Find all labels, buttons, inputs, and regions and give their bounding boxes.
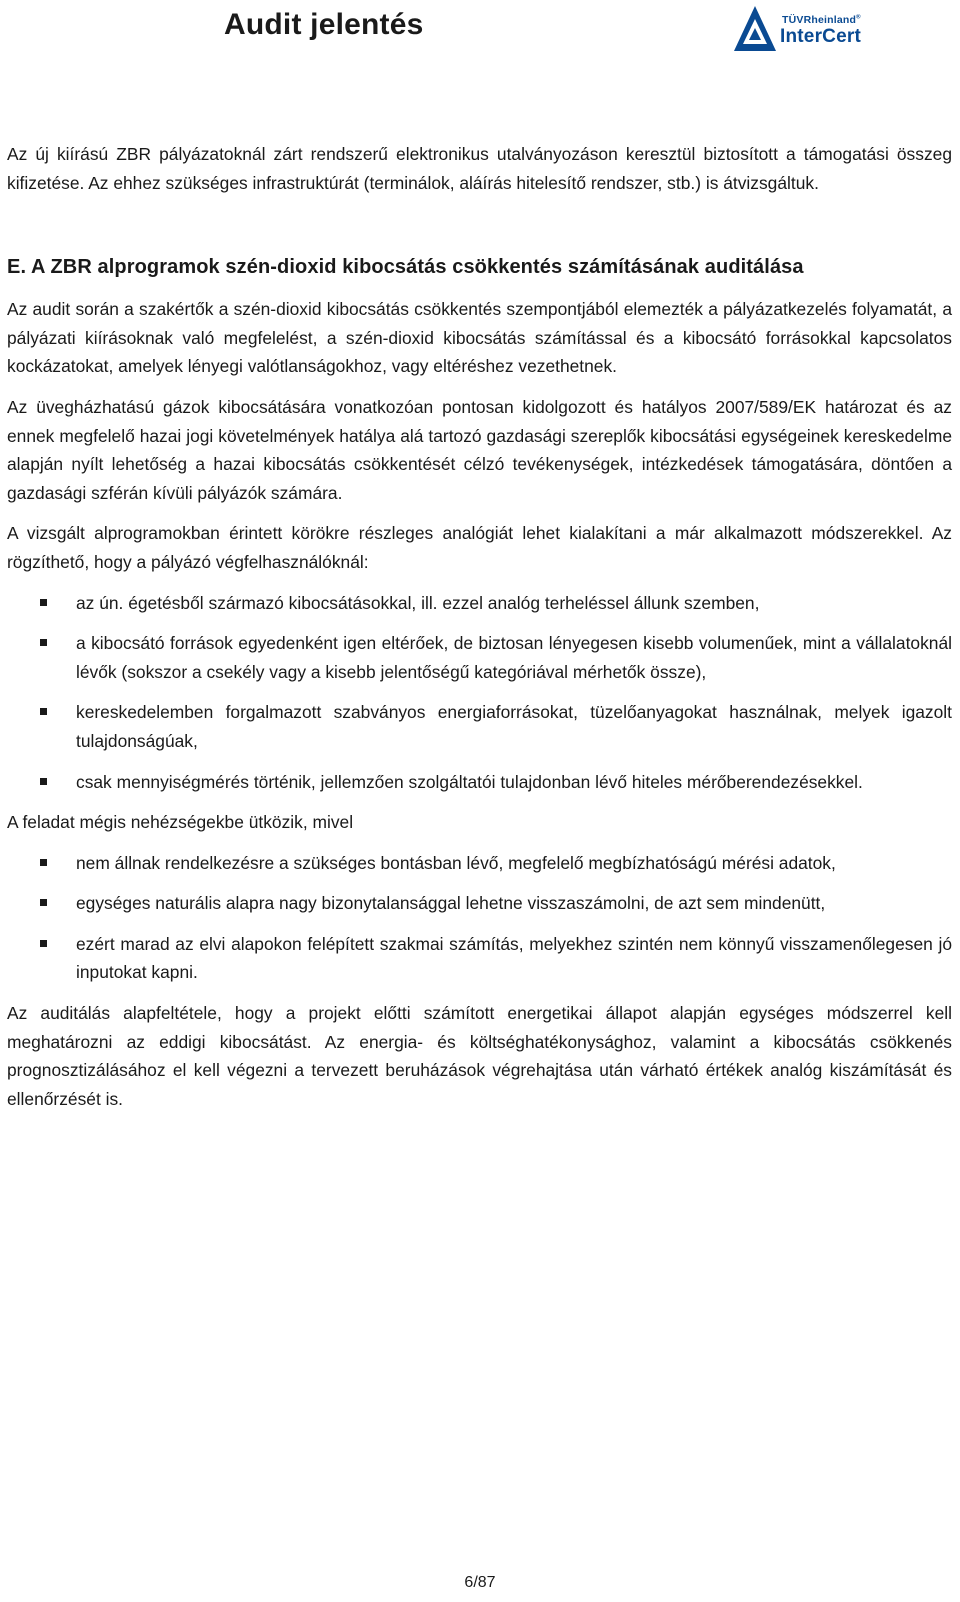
list-item: nem állnak rendelkezésre a szükséges bontásban lévő, megfelelő megbízhatóságú mérési adatok, — [7, 849, 952, 878]
document-body — [7, 140, 952, 1113]
list-item: a kibocsátó források egyedenként igen eltérőek, de biztosan lényegesen kisebb volumenűek, mint a vállalatoknál lévők (sokszor a csekély vagy a kisebb jelentőségű kategóriával mérhetők össze), — [7, 629, 952, 686]
tuv-rheinland-intercert-logo — [732, 2, 952, 62]
bullet-list — [7, 849, 952, 987]
page-header-title: Audit jelentés — [224, 8, 424, 41]
logo-brand-text: TÜVRheinland® — [782, 14, 861, 26]
page-number: 6/87 — [464, 1574, 496, 1591]
intro-paragraph: Az új kiírású ZBR pályázatoknál zárt rendszerű elektronikus utalványozáson keresztül biztosított a támogatási összeg kifizetése. Az ehhez szükséges infrastruktúrát (terminálok, aláírás hitelesítő rendszer, stb.) is átvizsgáltuk. — [7, 144, 952, 193]
triangle-logo-icon — [732, 4, 778, 54]
square-bullet-icon — [40, 599, 47, 606]
paragraph: A feladat mégis nehézségekbe ütközik, mivel — [7, 812, 354, 833]
list-item: az ún. égetésből származó kibocsátásokkal, ill. ezzel analóg terheléssel állunk szemben, — [7, 589, 952, 618]
paragraph: Az auditálás alapfeltétele, hogy a projekt előtti számított energetikai állapot alapján egységes módszerrel kell meghatározni az eddigi kibocsátást. Az energia- és költséghatékonysághoz, valamint a kibocsátás csökkenés prognosztizálásához el kell végezni a tervezett beruházások végrehajtása után várható értékek analóg kiszámítását és ellenőrzését is. — [7, 1003, 952, 1109]
section-heading: E. A ZBR alprogramok szén-dioxid kibocsátás csökkentés számításának auditálása — [7, 256, 804, 279]
square-bullet-icon — [40, 778, 47, 785]
square-bullet-icon — [40, 859, 47, 866]
list-item: ezért marad az elvi alapokon felépített szakmai számítás, melyekhez szintén nem könnyű visszamenőlegesen jó inputokat kapni. — [7, 930, 952, 987]
paragraph: Az üvegházhatású gázok kibocsátására vonatkozóan pontosan kidolgozott és hatályos 2007/589/EK határozat és az ennek megfelelő hazai jogi követelmények hatálya alá tartozó gazdasági szereplők kibocsátási egységeinek kereskedelme alapján nyílt lehetőség a hazai kibocsátás csökkentését célzó tevékenységek, intézkedések támogatására, döntően a gazdasági szférán kívüli pályázók számára. — [7, 396, 952, 503]
logo-name-text: InterCert — [780, 26, 861, 47]
square-bullet-icon — [40, 639, 47, 646]
list-item: kereskedelemben forgalmazott szabványos energiaforrásokat, tüzelőanyagokat használnak, melyek igazolt tulajdonságúak, — [7, 698, 952, 755]
list-item: egységes naturális alapra nagy bizonytalansággal lehetne visszaszámolni, de azt sem mindenütt, — [7, 889, 952, 918]
square-bullet-icon — [40, 940, 47, 947]
paragraph: Az audit során a szakértők a szén-dioxid kibocsátás csökkentés szempontjából elemezték a pályázatkezelés folyamatát, a pályázati kiírásoknak való megfelelést, a szén-dioxid kibocsátás számítással és a kibocsátó forrásokkal kapcsolatos kockázatokat, amelyek lényegi valótlanságokhoz, vagy eltéréshez vezethetnek. — [7, 299, 952, 377]
list-item: csak mennyiségmérés történik, jellemzően szolgáltatói tulajdonban lévő hiteles mérőberendezésekkel. — [7, 768, 952, 797]
bullet-list — [7, 589, 952, 797]
square-bullet-icon — [40, 708, 47, 715]
square-bullet-icon — [40, 899, 47, 906]
paragraph: A vizsgált alprogramokban érintett körökre részleges analógiát lehet kialakítani a már alkalmazott módszerekkel. Az rögzíthető, hogy a pályázó végfelhasználóknál: — [7, 523, 952, 572]
